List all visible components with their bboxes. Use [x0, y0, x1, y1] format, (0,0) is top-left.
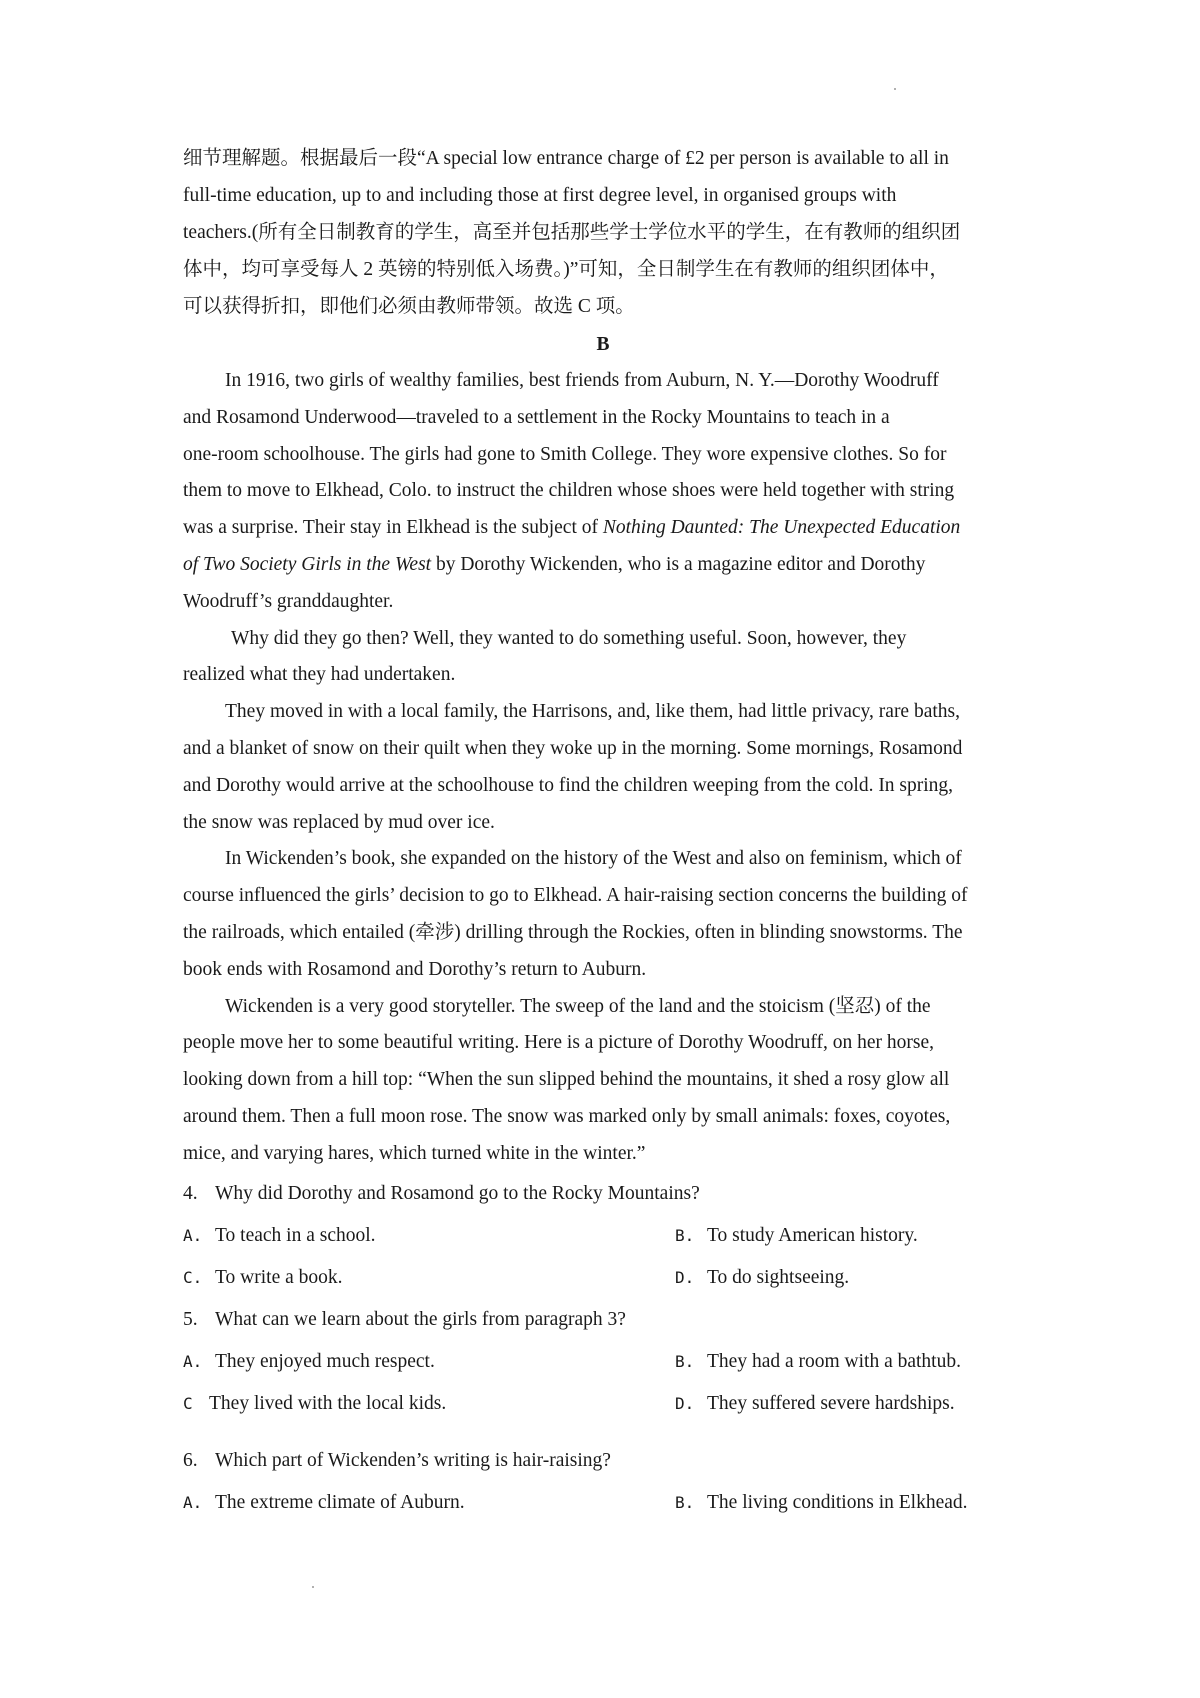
- option-text: To study American history.: [707, 1224, 918, 1246]
- option-text: They had a room with a bathtub.: [707, 1350, 961, 1372]
- question-stem: [183, 1440, 1023, 1482]
- option-d[interactable]: [675, 1383, 955, 1425]
- passage-line: and Rosamond Underwood—traveled to a settlement in the Rocky Mountains to teach in a: [183, 406, 890, 428]
- option-c[interactable]: [183, 1383, 446, 1425]
- passage-paragraph-3: [183, 694, 1023, 841]
- passage-paragraph-2: [183, 621, 1023, 695]
- reading-passage: [183, 363, 1023, 1173]
- option-letter: B.: [675, 1351, 695, 1371]
- passage-line: Wickenden is a very good storyteller. The sweep of the land and the stoicism (坚忍) of the: [225, 995, 931, 1017]
- passage-line: In 1916, two girls of wealthy families, best friends from Auburn, N. Y.—Dorothy Woodruff: [225, 370, 939, 391]
- passage-line: around them. Then a full moon rose. The snow was marked only by small animals: foxes, coyotes,: [183, 1105, 951, 1127]
- option-text: The living conditions in Elkhead.: [707, 1491, 968, 1513]
- option-letter: C: [183, 1393, 193, 1413]
- question-text: What can we learn about the girls from paragraph 3?: [215, 1308, 626, 1330]
- passage-paragraph-5: [183, 989, 1023, 1173]
- option-letter: D.: [675, 1393, 695, 1413]
- explanation-line: 体中，均可享受每人 2 英镑的特别低入场费。)”可知，全日制学生在有教师的组织团体中，: [183, 259, 949, 280]
- question-number: 6.: [183, 1449, 198, 1471]
- option-letter: B.: [675, 1492, 695, 1512]
- explanation-line: 可以获得折扣，即他们必须由教师带领。故选 C 项。: [183, 296, 635, 317]
- book-title: Nothing Daunted: The Unexpected Education: [602, 517, 961, 539]
- question-4: [183, 1173, 1023, 1299]
- answer-explanation: [183, 140, 1023, 325]
- option-a[interactable]: [183, 1215, 376, 1257]
- option-b[interactable]: [675, 1482, 968, 1524]
- passage-line: book ends with Rosamond and Dorothy’s return to Auburn.: [183, 958, 647, 980]
- passage-paragraph-1: [183, 363, 1023, 621]
- question-text: Why did Dorothy and Rosamond go to the Rocky Mountains?: [215, 1182, 700, 1204]
- section-heading: B: [596, 334, 610, 355]
- option-letter: B.: [675, 1225, 695, 1245]
- passage-line: realized what they had undertaken.: [183, 664, 456, 686]
- passage-line: They moved in with a local family, the Harrisons, and, like them, had little privacy, rare baths,: [225, 701, 961, 723]
- option-a[interactable]: [183, 1341, 435, 1383]
- option-text: They lived with the local kids.: [209, 1392, 447, 1414]
- option-letter: A.: [183, 1225, 203, 1245]
- question-stem: [183, 1299, 1023, 1341]
- passage-line: In Wickenden’s book, she expanded on the history of the West and also on feminism, which of: [225, 848, 962, 870]
- passage-line: them to move to Elkhead, Colo. to instruct the children whose shoes were held together with string: [183, 480, 955, 502]
- option-b[interactable]: [675, 1215, 918, 1257]
- option-row: [183, 1482, 1023, 1524]
- passage-line: course influenced the girls’ decision to go to Elkhead. A hair-raising section concerns the building of: [183, 885, 968, 907]
- option-c[interactable]: [183, 1257, 343, 1299]
- scan-speck: [312, 1586, 314, 1588]
- question-number: 4.: [183, 1182, 198, 1204]
- passage-line: the railroads, which entailed (牵涉) drilling through the Rockies, often in blinding snowstorms. The: [183, 921, 963, 943]
- passage-text: was a surprise. Their stay in Elkhead is the subject of: [183, 517, 603, 539]
- passage-line: Why did they go then? Well, they wanted to do something useful. Soon, however, they: [231, 627, 907, 649]
- question-gap: [183, 1425, 1023, 1440]
- option-d[interactable]: [675, 1257, 849, 1299]
- book-title-continued: of Two Society Girls in the West: [183, 553, 432, 575]
- passage-line: people move her to some beautiful writing. Here is a picture of Dorothy Woodruff, on her horse,: [183, 1032, 934, 1054]
- passage-line: the snow was replaced by mud over ice.: [183, 811, 495, 833]
- question-5: [183, 1299, 1023, 1425]
- option-text: To do sightseeing.: [707, 1266, 850, 1288]
- question-number: 5.: [183, 1308, 198, 1330]
- passage-line: [183, 547, 1023, 584]
- question-6: [183, 1440, 1023, 1524]
- passage-line: and Dorothy would arrive at the schoolhouse to find the children weeping from the cold. In spring,: [183, 774, 954, 796]
- passage-line: and a blanket of snow on their quilt when they woke up in the morning. Some mornings, Rosamond: [183, 737, 963, 759]
- option-a[interactable]: [183, 1482, 465, 1524]
- option-text: They suffered severe hardships.: [707, 1392, 955, 1414]
- option-text: The extreme climate of Auburn.: [215, 1491, 465, 1513]
- scan-speck: [894, 88, 896, 90]
- passage-line: one-room schoolhouse. The girls had gone to Smith College. They wore expensive clothes. So for: [183, 443, 947, 465]
- passage-text: by Dorothy Wickenden, who is a magazine editor and Dorothy: [431, 553, 926, 575]
- option-text: To write a book.: [215, 1266, 343, 1288]
- passage-line: Woodruff’s granddaughter.: [183, 590, 394, 612]
- passage-paragraph-4: [183, 841, 1023, 988]
- explanation-line: full-time education, up to and including those at first degree level, in organised groups with: [183, 185, 897, 206]
- option-b[interactable]: [675, 1341, 961, 1383]
- option-row: [183, 1383, 1023, 1425]
- explanation-line: 细节理解题。根据最后一段“A special low entrance charge of £2 per person is available to all in: [183, 148, 949, 169]
- passage-line: mice, and varying hares, which turned white in the winter.”: [183, 1142, 646, 1164]
- option-letter: C.: [183, 1267, 203, 1287]
- option-letter: A.: [183, 1492, 203, 1512]
- passage-line: [183, 510, 1023, 547]
- option-row: [183, 1341, 1023, 1383]
- option-letter: D.: [675, 1267, 695, 1287]
- explanation-line: teachers.(所有全日制教育的学生，高至并包括那些学士学位水平的学生，在有教师的组织团: [183, 222, 961, 243]
- option-row: [183, 1257, 1023, 1299]
- option-text: They enjoyed much respect.: [215, 1350, 435, 1372]
- passage-line: looking down from a hill top: “When the sun slipped behind the mountains, it shed a rosy glow all: [183, 1069, 950, 1091]
- option-letter: A.: [183, 1351, 203, 1371]
- option-text: To teach in a school.: [215, 1224, 376, 1246]
- question-stem: [183, 1173, 1023, 1215]
- option-row: [183, 1215, 1023, 1257]
- question-text: Which part of Wickenden’s writing is hair-raising?: [215, 1449, 611, 1471]
- page-content: [183, 140, 1023, 1524]
